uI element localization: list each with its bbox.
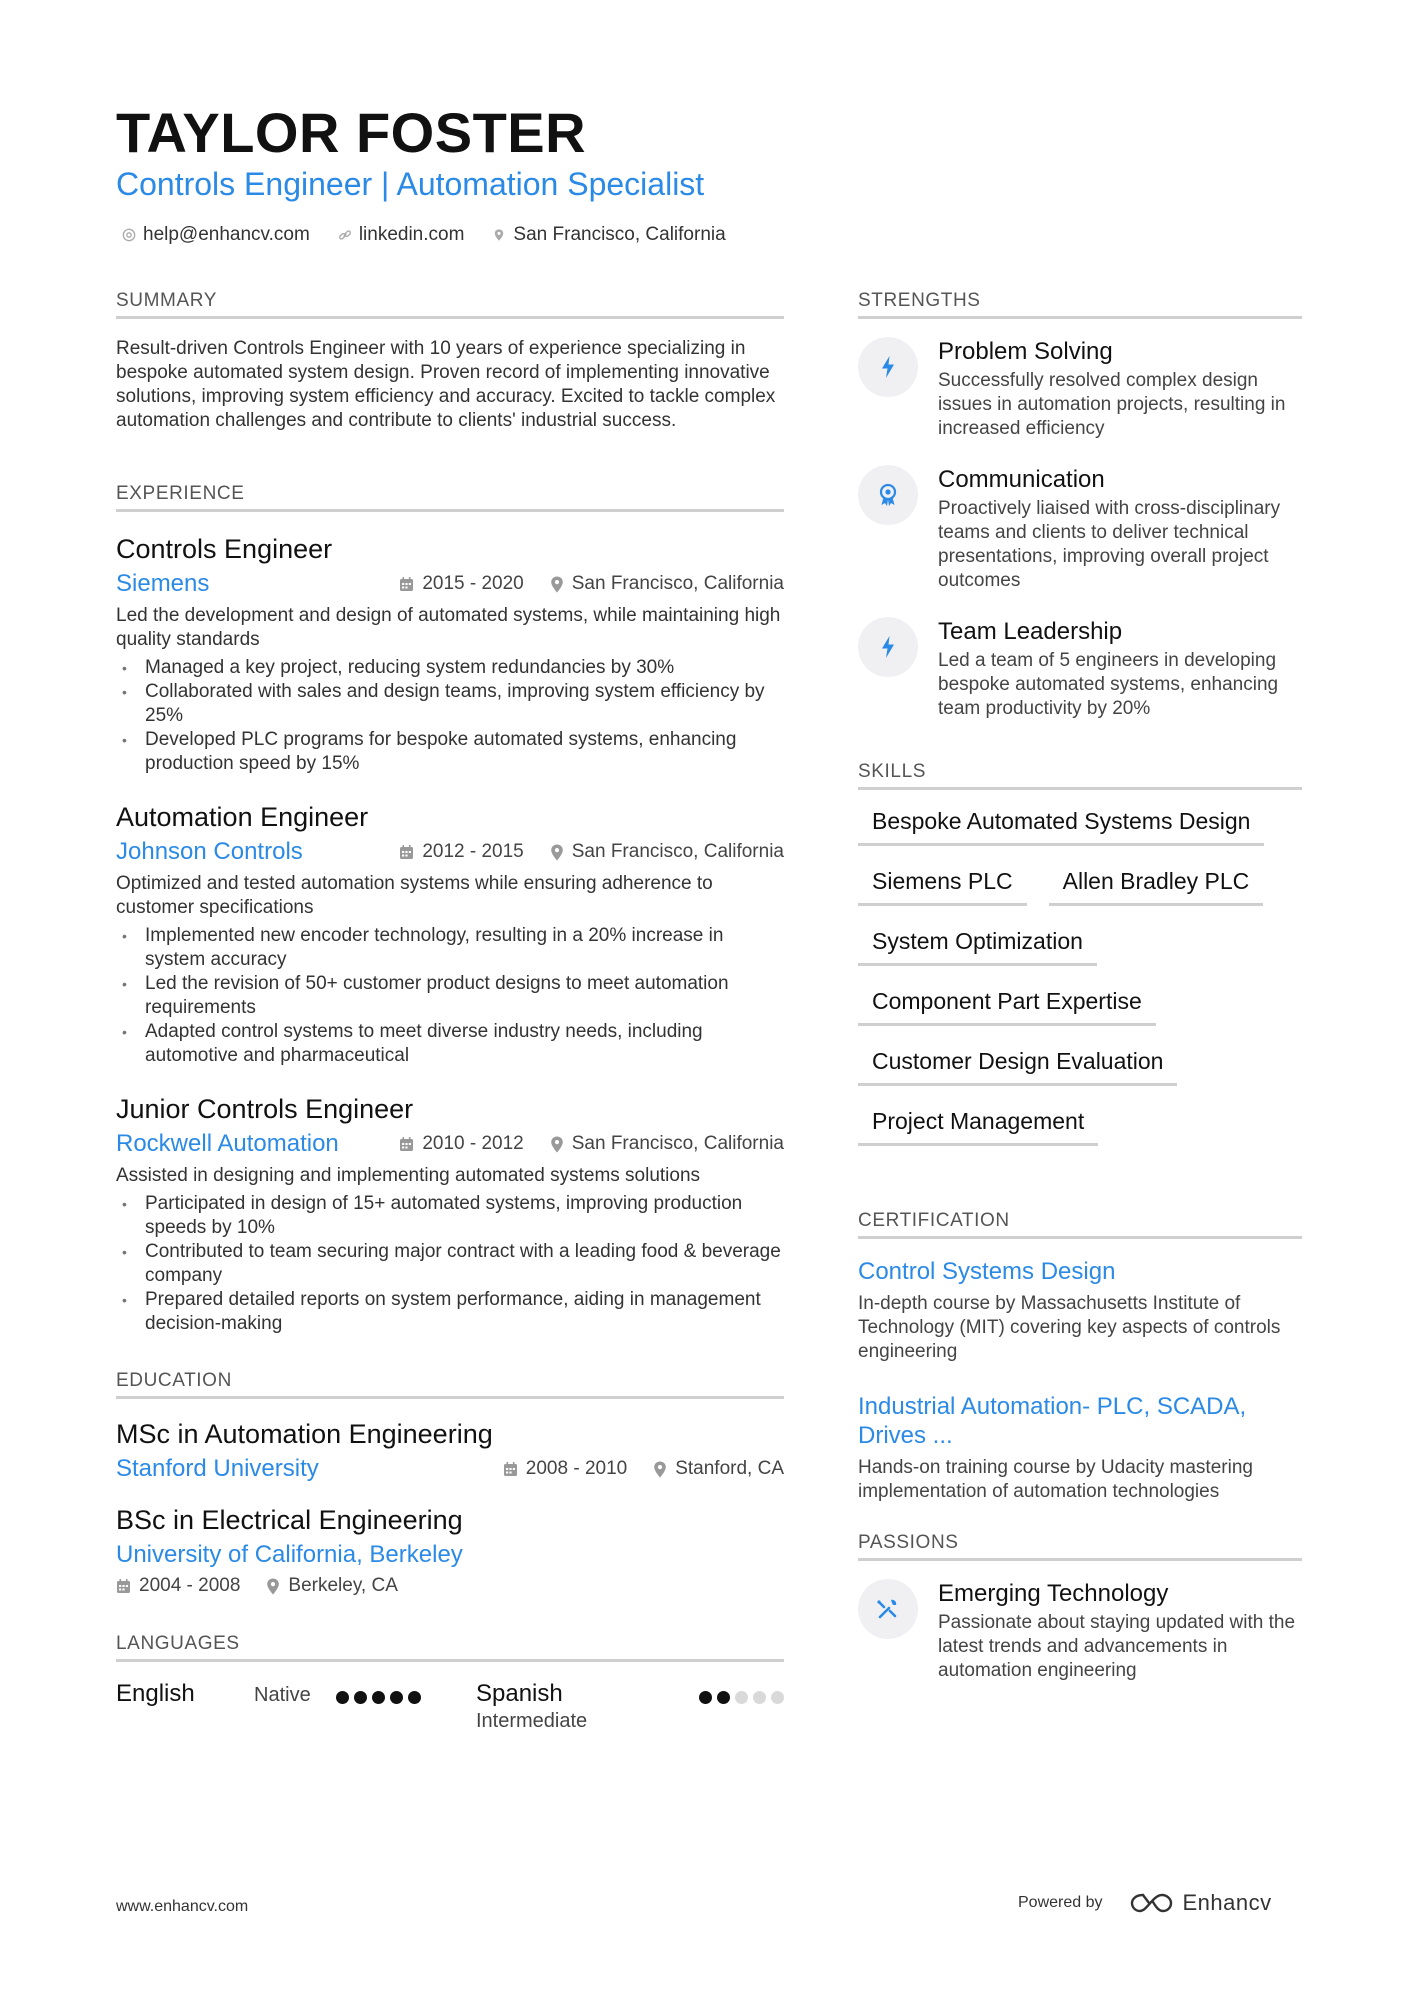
calendar-icon [399,844,414,860]
bolt-icon [878,355,898,379]
language-item [476,1680,784,1733]
at-icon [122,228,136,242]
contact-location-text: San Francisco, California [513,224,726,245]
enhancv-logo-icon [1129,1891,1175,1915]
bullet-item: • Implemented new encoder technology, resulting in a 20% increase in system accuracy [116,924,784,972]
location-pin-icon [653,1461,667,1478]
passion-icon-badge [858,1579,918,1639]
edu-dates [503,1458,627,1480]
bullet-item: • Adapted control systems to meet diverse industry needs, including automotive and pharmaceutical [116,1020,784,1068]
certification-entry [858,1392,1302,1504]
language-list [116,1680,784,1733]
job-meta [116,838,784,866]
language-name: Spanish [476,1680,563,1707]
summary-heading: SUMMARY [116,290,784,319]
experience-heading: EXPERIENCE [116,483,784,512]
strengths-heading: STRENGTHS [858,290,1302,319]
award-icon [876,482,900,508]
job-location [550,841,784,863]
education-entry [116,1417,784,1483]
rating-dot-filled [354,1691,367,1704]
job-description: Optimized and tested automation systems while ensuring adherence to customer specifications [116,873,713,918]
certification-description: In-depth course by Massachusetts Institute of Technology (MIT) covering key aspects of controls engineering [858,1293,1281,1362]
bullet-item: • Contributed to team securing major contract with a leading food & beverage company [116,1240,784,1288]
calendar-icon [503,1461,518,1477]
footer-website[interactable]: www.enhancv.com [116,1898,249,1915]
job-list [116,532,784,1336]
strength-item [858,337,1302,441]
edu-meta [116,1455,784,1483]
job-bullets [116,656,784,776]
certification-title[interactable]: Control Systems Design [858,1258,1116,1285]
left-column [116,290,784,1733]
education-list [116,1417,784,1597]
strength-icon-badge [858,337,918,397]
education-section [116,1370,784,1597]
rating-dot-empty [771,1691,784,1704]
rating-dot-filled [717,1691,730,1704]
summary-text: Result-driven Controls Engineer with 10 years of experience specializing in bespoke automated system design. Proven record of implementing innovative solutions, improving system efficiency and accuracy. Excited to tackle complex automation challenges and contribute to clients' industrial success. [116,338,776,431]
strength-item [858,617,1302,721]
rating-dot-filled [699,1691,712,1704]
edu-location-text: Stanford, CA [675,1458,784,1479]
enhancv-logo[interactable] [1129,1890,1272,1916]
skill-tag: Siemens PLC [858,868,1027,906]
strength-title: Communication [938,466,1105,493]
strength-list [858,337,1302,721]
passion-title: Emerging Technology [938,1580,1169,1607]
passion-description: Passionate about staying updated with the latest trends and advancements in automation engineering [938,1612,1296,1681]
passions-heading: PASSIONS [858,1532,1302,1561]
powered-by-label: Powered by [1018,1894,1103,1911]
job-location-text: San Francisco, California [571,573,784,594]
language-item [116,1680,476,1708]
job-entry [116,800,784,1068]
school-name: Stanford University [116,1455,319,1482]
link-icon [338,228,352,242]
language-name: English [116,1680,195,1707]
job-meta-right [399,573,784,595]
strength-text [938,337,1302,441]
strength-icon-badge [858,465,918,525]
skill-tag: Component Part Expertise [858,988,1156,1026]
job-dates [399,573,523,595]
passion-text [938,1579,1302,1683]
strength-description: Proactively liaised with cross-disciplinary teams and clients to deliver technical presentations, improving overall project outcomes [938,498,1281,591]
languages-section [116,1633,784,1733]
calendar-icon [399,576,414,592]
rating-dot-empty [753,1691,766,1704]
skill-tag: Customer Design Evaluation [858,1048,1177,1086]
experience-section [116,483,784,1336]
certification-list [858,1257,1302,1504]
passions-section [858,1532,1302,1683]
edu-dates-text: 2004 - 2008 [139,1575,241,1596]
job-location [550,573,784,595]
job-location [550,1133,784,1155]
rating-dot-filled [390,1691,403,1704]
edu-location-text: Berkeley, CA [288,1575,398,1596]
bullet-item: • Led the revision of 50+ customer product designs to meet automation requirements [116,972,784,1020]
school-name: University of California, Berkeley [116,1541,463,1568]
company-name: Rockwell Automation [116,1130,339,1157]
contact-email-text: help@enhancv.com [143,224,310,245]
location-pin-icon [550,1136,564,1153]
contact-location [492,224,725,246]
job-title: Controls Engineer [116,534,333,564]
job-bullets [116,924,784,1068]
job-meta [116,570,784,598]
certification-heading: CERTIFICATION [858,1210,1302,1239]
job-dates [399,1133,523,1155]
calendar-icon [399,1136,414,1152]
certification-title[interactable]: Industrial Automation- PLC, SCADA, Drives ... [858,1393,1247,1449]
passion-item [858,1579,1302,1683]
contact-row [122,224,726,246]
strength-title: Team Leadership [938,618,1123,645]
job-title: Junior Controls Engineer [116,1094,414,1124]
contact-linkedin[interactable] [338,224,465,246]
bullet-item: • Participated in design of 15+ automated systems, improving production speeds by 10% [116,1192,784,1240]
language-rating [336,1691,421,1704]
strength-item [858,465,1302,593]
strength-icon-badge [858,617,918,677]
candidate-role: Controls Engineer | Automation Specialist [116,166,705,202]
job-location-text: San Francisco, California [571,1133,784,1154]
language-level: Native [254,1684,311,1706]
skills-section [858,761,1302,1146]
rating-dot-filled [336,1691,349,1704]
language-rating [699,1691,784,1704]
degree-title: MSc in Automation Engineering [116,1419,493,1449]
location-pin-icon [550,576,564,593]
skill-list [858,808,1302,1146]
skill-tag: System Optimization [858,928,1097,966]
strength-text [938,465,1302,593]
strength-description: Led a team of 5 engineers in developing bespoke automated systems, enhancing team productivity by 20% [938,650,1279,719]
job-meta [116,1130,784,1158]
calendar-icon [116,1578,131,1594]
job-meta-right [399,1133,784,1155]
right-column [858,290,1302,1707]
location-pin-icon [550,844,564,861]
job-dates [399,841,523,863]
certification-section [858,1210,1302,1504]
summary-section [116,290,784,433]
certification-description: Hands-on training course by Udacity mastering implementation of automation technologies [858,1457,1253,1502]
footer-branding [1018,1890,1272,1916]
strength-title: Problem Solving [938,338,1113,365]
languages-heading: LANGUAGES [116,1633,784,1662]
rating-dot-empty [735,1691,748,1704]
skill-tag: Project Management [858,1108,1098,1146]
bullet-item: • Collaborated with sales and design teams, improving system efficiency by 25% [116,680,784,728]
bolt-icon [878,635,898,659]
candidate-name: TAYLOR FOSTER [116,101,587,164]
certification-entry [858,1257,1302,1364]
company-name: Johnson Controls [116,838,303,865]
location-pin-icon [492,228,506,242]
language-level: Intermediate [476,1710,588,1732]
rating-dot-filled [408,1691,421,1704]
language-text [476,1680,587,1733]
company-name: Siemens [116,570,210,597]
edu-dates-text: 2008 - 2010 [525,1458,628,1479]
tools-icon [875,1596,901,1622]
edu-location [653,1458,784,1480]
education-heading: EDUCATION [116,1370,784,1399]
strength-text [938,617,1302,721]
job-entry [116,532,784,776]
rating-dot-filled [372,1691,385,1704]
skill-tag: Allen Bradley PLC [1049,868,1264,906]
job-entry [116,1092,784,1336]
bullet-item: • Prepared detailed reports on system performance, aiding in management decision-making [116,1288,784,1336]
job-title: Automation Engineer [116,802,369,832]
strength-description: Successfully resolved complex design issues in automation projects, resulting in increased efficiency [938,370,1286,439]
passion-list [858,1579,1302,1683]
job-description: Assisted in designing and implementing automated systems solutions [116,1165,701,1186]
skills-heading: SKILLS [858,761,1302,790]
job-dates-text: 2015 - 2020 [422,573,524,594]
edu-meta-right [503,1458,784,1480]
edu-dates [116,1575,240,1597]
degree-title: BSc in Electrical Engineering [116,1505,463,1535]
job-bullets [116,1192,784,1336]
skill-tag: Bespoke Automated Systems Design [858,808,1264,846]
edu-meta-right [116,1575,784,1597]
bullet-item: • Managed a key project, reducing system redundancies by 30% [116,656,784,680]
bullet-item: • Developed PLC programs for bespoke automated systems, enhancing production speed by 15% [116,728,784,776]
contact-linkedin-text: linkedin.com [358,224,465,245]
job-dates-text: 2012 - 2015 [422,841,524,862]
education-entry [116,1503,784,1597]
edu-location [266,1575,397,1597]
job-meta-right [399,841,784,863]
enhancv-logo-text: Enhancv [1182,1890,1272,1915]
strengths-section [858,290,1302,721]
job-description: Led the development and design of automated systems, while maintaining high quality standards [116,605,781,650]
location-pin-icon [266,1578,280,1595]
job-dates-text: 2010 - 2012 [422,1133,524,1154]
job-location-text: San Francisco, California [571,841,784,862]
contact-email[interactable] [122,224,310,246]
